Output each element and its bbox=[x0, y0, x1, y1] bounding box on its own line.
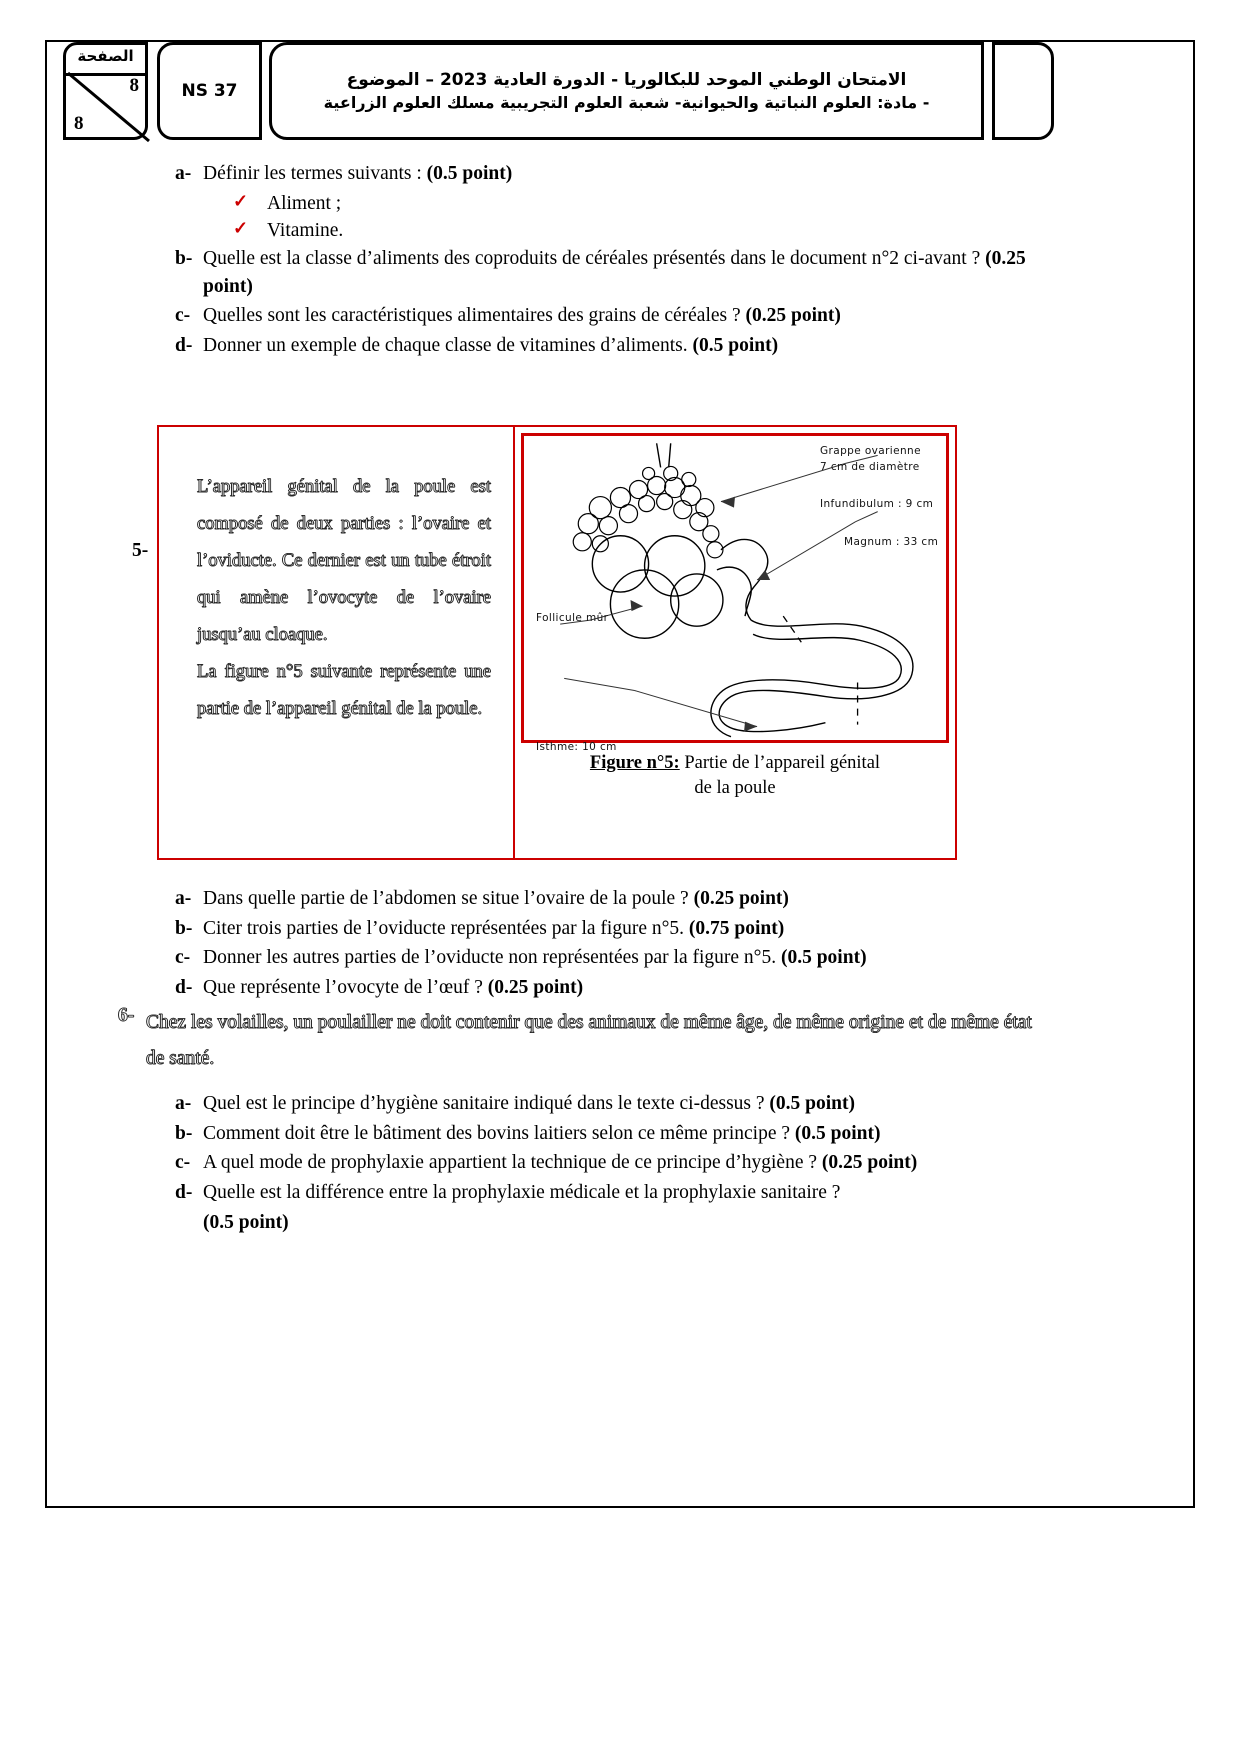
figure-description-text bbox=[197, 469, 491, 728]
item-letter: a- bbox=[175, 888, 192, 909]
item-text: Citer trois parties de l’oviducte représentées par la figure n°5. bbox=[203, 917, 689, 939]
item-points: (0.25 point) bbox=[693, 888, 789, 909]
exam-code-box bbox=[157, 42, 262, 140]
question-item bbox=[155, 1179, 1045, 1207]
figure-image-cell bbox=[515, 427, 955, 858]
figure-container bbox=[157, 425, 957, 860]
item-text: Que représente l’ovocyte de l’œuf ? bbox=[203, 977, 488, 999]
figure-caption-text2: de la poule bbox=[694, 777, 776, 798]
section5-number: 5- bbox=[132, 540, 149, 561]
item-text: Quel est le principe d’hygiène sanitaire indiqué dans le texte ci-dessus ? bbox=[203, 1093, 770, 1114]
figure-caption-text: Partie de l’appareil génital bbox=[679, 753, 881, 773]
label-magnum: Magnum : 33 cm bbox=[844, 536, 939, 548]
item-text: Donner un exemple de chaque classe de vitamines d’aliments. bbox=[203, 335, 693, 357]
item-letter: c- bbox=[175, 947, 191, 969]
description-paragraph-2: La figure n°5 suivante représente une partie de l’appareil génital de la poule. bbox=[197, 662, 491, 719]
question-item bbox=[155, 1149, 1045, 1177]
item-points: (0.25 point) bbox=[487, 977, 584, 999]
label-grappe-ovarienne: Grappe ovarienne bbox=[820, 445, 921, 457]
question-item bbox=[155, 1090, 1045, 1118]
item-text: Dans quelle partie de l’abdomen se situe l’ovaire de la poule ? bbox=[203, 888, 694, 909]
item-letter: a- bbox=[175, 163, 192, 184]
item-text: Définir les termes suivants : bbox=[203, 163, 427, 184]
bullet-text: Vitamine. bbox=[267, 220, 344, 242]
item-points: (0.25 point) bbox=[821, 1152, 918, 1174]
bullet-item bbox=[155, 190, 1035, 218]
hen-genital-tract-diagram bbox=[524, 436, 946, 740]
item-letter: a- bbox=[175, 1093, 192, 1114]
checkmark-icon: ✓ bbox=[233, 218, 249, 239]
section6-statement: Chez les volailles, un poulailler ne doit contenir que des animaux de même âge, de même origine et de même état de santé. bbox=[146, 1012, 1032, 1070]
item-text: Comment doit être le bâtiment des bovins laitiers selon ce même principe ? bbox=[203, 1122, 795, 1144]
label-isthme: Isthme: 10 cm bbox=[536, 741, 617, 753]
item-points: (0.5 point) bbox=[692, 335, 779, 357]
page-label-arabic: الصفحة bbox=[77, 47, 134, 65]
label-infundibulum: Infundibulum : 9 cm bbox=[820, 498, 934, 510]
item-points: (0.5 point) bbox=[203, 1211, 289, 1233]
page-current-number: 8 bbox=[74, 113, 84, 134]
item-text: Donner les autres parties de l’oviducte non représentées par la figure n°5. bbox=[203, 947, 781, 969]
question-item bbox=[155, 944, 1045, 972]
question-item bbox=[155, 160, 1035, 188]
figure-caption bbox=[521, 751, 949, 801]
item-letter: d- bbox=[175, 977, 193, 999]
description-paragraph-1: L’appareil génital de la poule est composé de deux parties : l’ovaire et l’oviducte. Ce dernier est un tube étroit qui amène l’ovocyte de l’ovaire jusqu’au cloaque. bbox=[197, 477, 491, 645]
label-diametre: 7 cm de diamètre bbox=[820, 461, 920, 473]
item-letter: b- bbox=[175, 917, 193, 939]
section5-items bbox=[155, 885, 1045, 1004]
exam-title-line2: - مادة: العلوم النباتية والحيوانية- شعبة العلوم التجريبية مسلك العلوم الزراعية bbox=[323, 92, 930, 112]
figure-caption-label: Figure n°5: bbox=[589, 753, 680, 773]
question-item bbox=[155, 302, 1035, 330]
item-points: (0.25 point) bbox=[203, 248, 1026, 297]
section6-number: 6- bbox=[118, 1005, 135, 1026]
question-item bbox=[155, 915, 1045, 943]
section6-statement-wrap bbox=[118, 1005, 1038, 1077]
bullet-text: Aliment ; bbox=[267, 192, 342, 214]
item-text: Quelle est la différence entre la prophylaxie médicale et la prophylaxie sanitaire ? bbox=[203, 1182, 841, 1204]
figure-diagram-box bbox=[521, 433, 949, 753]
section6-items bbox=[155, 1090, 1045, 1236]
item-text: Quelle est la classe d’aliments des coproduits de céréales présentés dans le document n°2 ci-avant ? bbox=[203, 248, 986, 270]
question-item bbox=[155, 1120, 1045, 1148]
label-follicule-mur: Follicule mûr bbox=[536, 612, 609, 624]
item-points: (0.5 point) bbox=[794, 1122, 881, 1144]
page-number-box bbox=[63, 42, 148, 140]
item-points: (0.5 point) bbox=[769, 1093, 855, 1114]
item-points: (0.5 point) bbox=[780, 947, 867, 969]
section6-last-points bbox=[155, 1209, 1045, 1237]
checkmark-icon: ✓ bbox=[233, 190, 249, 211]
question-item bbox=[155, 332, 1035, 360]
item-letter: d- bbox=[175, 335, 193, 357]
item-points: (0.25 point) bbox=[745, 305, 841, 327]
item-points: (0.75 point) bbox=[688, 917, 785, 939]
item-letter: d- bbox=[175, 1182, 193, 1204]
exam-title-line1: الامتحان الوطني الموحد للبكالوريا - الدورة العادية 2023 – الموضوع bbox=[346, 69, 907, 90]
question-item bbox=[155, 974, 1045, 1002]
exam-code: NS 37 bbox=[181, 81, 238, 101]
item-letter: b- bbox=[175, 248, 193, 270]
page-total-number: 8 bbox=[129, 75, 139, 96]
header-right-empty-box bbox=[992, 42, 1054, 140]
question-item bbox=[155, 885, 1045, 913]
item-letter: c- bbox=[175, 305, 191, 327]
item-text: Quelles sont les caractéristiques alimentaires des grains de céréales ? bbox=[203, 305, 746, 327]
item-letter: c- bbox=[175, 1152, 191, 1174]
item-text: A quel mode de prophylaxie appartient la technique de ce principe d’hygiène ? bbox=[203, 1152, 822, 1174]
exam-header bbox=[47, 42, 1055, 142]
section4-items bbox=[155, 160, 1035, 362]
bullet-item bbox=[155, 217, 1035, 245]
item-points: (0.5 point) bbox=[426, 163, 513, 184]
item-letter: b- bbox=[175, 1122, 193, 1144]
question-item bbox=[155, 245, 1035, 300]
exam-title-box bbox=[269, 42, 984, 140]
figure-description-cell bbox=[159, 427, 515, 858]
